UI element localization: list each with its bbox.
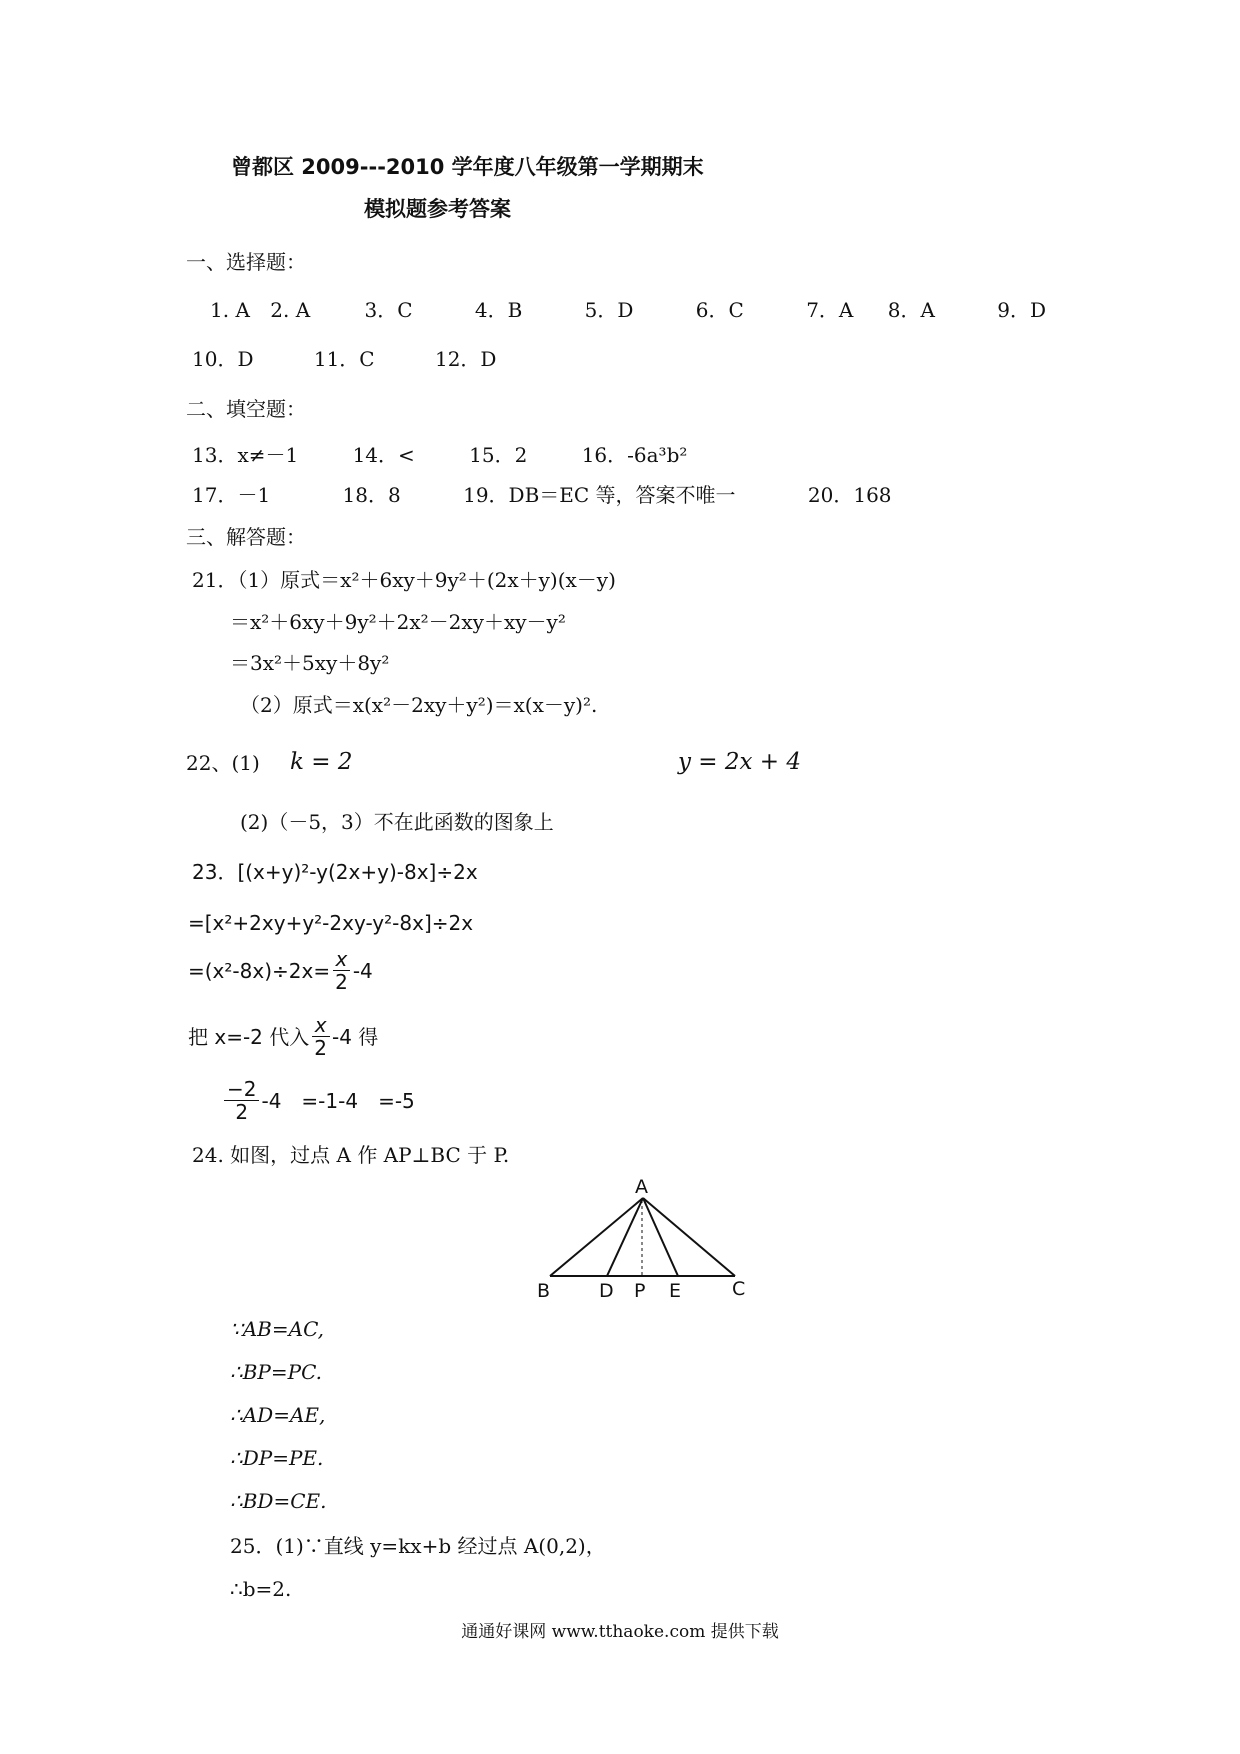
mc-answer: 3．C (364, 298, 413, 322)
fill-answer: 20．168 (807, 483, 892, 507)
fill-answer: 16．-6a³b² (581, 443, 688, 467)
q24-step-4: ∴DP=PE. (230, 1446, 324, 1470)
fraction (332, 948, 351, 993)
mc-answer: 7．A (806, 298, 854, 322)
mc-answer: 8．A (887, 298, 935, 322)
fraction-numerator: −2 (224, 1078, 259, 1101)
fraction (311, 1014, 330, 1059)
segment-ae (643, 1198, 678, 1276)
q23-line-2: =[x²+2xy+y²-2xy-y²-8x]÷2x (188, 911, 474, 935)
section-2-heading: 二、填空题： (186, 397, 306, 421)
q21-line-2: ＝x²＋6xy＋9y²＋2x²－2xy＋xy－y² (230, 610, 566, 634)
fill-answer: 15．2 (469, 443, 528, 467)
q23-line-5 (222, 1078, 415, 1123)
title-line-1: 曾都区 2009---2010 学年度八年级第一学期期末 (231, 155, 704, 179)
fill-answer: 19．DB＝EC 等，答案不唯一 (463, 483, 736, 507)
mc-row-1 (210, 299, 1046, 321)
q23-expr: 把 x=-2 代入 (188, 1024, 310, 1049)
q24-step-3: ∴AD=AE, (230, 1403, 326, 1427)
mc-row-2 (192, 348, 496, 370)
title-line-2: 模拟题参考答案 (364, 197, 511, 221)
fill-row-1 (192, 444, 687, 466)
label-b: B (537, 1280, 551, 1302)
q22-line-1a: 22、(1) (186, 751, 260, 775)
fraction-numerator: x (312, 1014, 330, 1037)
fill-answer: 17．－1 (192, 483, 271, 507)
mc-answer: 12．D (434, 347, 497, 371)
label-d: D (599, 1280, 614, 1302)
q24-step-5: ∴BD=CE. (230, 1489, 327, 1513)
mc-answer: 9．D (997, 298, 1047, 322)
mc-answer: 2. A (270, 298, 311, 322)
triangle-figure (535, 1176, 755, 1304)
q21-line-3: ＝3x²＋5xy＋8y² (230, 651, 390, 675)
mc-answer: 11．C (313, 347, 375, 371)
fraction-denominator: 2 (335, 970, 348, 994)
q23-line-3 (188, 948, 373, 993)
mc-answer: 6．C (695, 298, 744, 322)
label-p: P (634, 1280, 646, 1302)
q24-step-1: ∵AB=AC, (230, 1317, 325, 1341)
q25-line-1: 25．(1)∵直线 y=kx+b 经过点 A(0,2)， (230, 1534, 606, 1558)
label-e: E (669, 1280, 682, 1302)
fill-answer: 18．8 (342, 483, 401, 507)
mc-answer: 5．D (584, 298, 634, 322)
mc-answer: 10．D (192, 347, 254, 371)
q22-line-2: (2)（－5，3）不在此函数的图象上 (240, 810, 554, 834)
q23-expr: -4 (352, 958, 373, 983)
segment-ad (607, 1198, 643, 1276)
fraction (224, 1078, 259, 1123)
fill-answer: 13．x≠－1 (192, 443, 299, 467)
fraction-denominator: 2 (235, 1100, 249, 1124)
q23-expr: -4 得 (331, 1024, 379, 1049)
q21-line-1: 21．（1）原式＝x²＋6xy＋9y²＋(2x＋y)(x－y) (192, 568, 616, 592)
segment-ac (643, 1198, 735, 1276)
mc-answer: 1. A (210, 298, 250, 322)
fill-answer: 14．< (352, 443, 415, 467)
section-3-heading: 三、解答题： (186, 525, 306, 549)
q21-line-4: （2）原式＝x(x²－2xy＋y²)＝x(x－y)². (240, 693, 598, 717)
segment-ab (550, 1198, 643, 1276)
label-c: C (732, 1278, 746, 1300)
q22-k-value: k = 2 (290, 749, 353, 775)
fraction-numerator: x (333, 948, 351, 971)
mc-answer: 4．B (474, 298, 523, 322)
section-1-heading: 一、选择题： (186, 250, 306, 274)
q23-line-1: 23．[(x+y)²-y(2x+y)-8x]÷2x (192, 860, 478, 884)
q22-equation: y = 2x + 4 (678, 749, 802, 775)
q24-step-2: ∴BP=PC. (230, 1360, 323, 1384)
q23-expr: =(x²-8x)÷2x= (188, 958, 331, 983)
q23-line-4 (188, 1014, 378, 1059)
fraction-denominator: 2 (314, 1036, 327, 1060)
q24-line-1: 24. 如图，过点 A 作 AP⊥BC 于 P. (192, 1143, 510, 1167)
q25-line-2: ∴b=2. (230, 1577, 292, 1601)
fill-row-2 (192, 484, 892, 506)
page-footer: 通通好课网 www.tthaoke.com 提供下载 (461, 1622, 779, 1642)
label-a: A (635, 1176, 648, 1198)
q23-expr: -4 =-1-4 =-5 (261, 1088, 415, 1113)
